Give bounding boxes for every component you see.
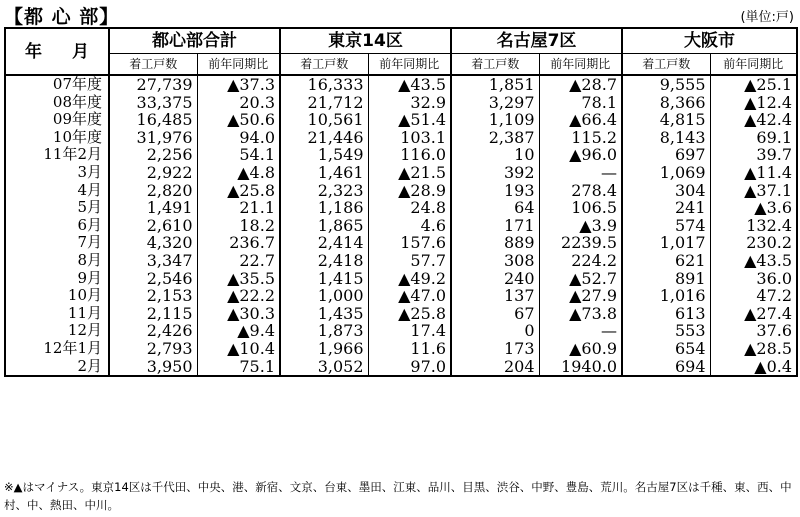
starts-cell: 1,865 (280, 217, 368, 235)
starts-cell: 2,387 (451, 129, 539, 147)
yoy-cell: 1940.0 (539, 358, 622, 377)
yoy-cell: 106.5 (539, 199, 622, 217)
table-row (5, 270, 797, 288)
group-header-osaka: 大阪市 (622, 28, 797, 54)
starts-cell: 1,851 (451, 75, 539, 94)
yoy-cell: ▲3.6 (710, 199, 797, 217)
starts-cell: 2,426 (109, 322, 197, 340)
yoy-cell: 47.2 (710, 287, 797, 305)
yoy-cell: ▲37.3 (197, 75, 280, 94)
row-label: 12月 (67, 322, 102, 340)
yoy-cell: 20.3 (197, 94, 280, 112)
row-label: 09年度 (52, 111, 102, 129)
group-header-tokyo14: 東京14区 (280, 28, 451, 54)
yoy-cell: 32.9 (368, 94, 451, 112)
starts-cell: 8,143 (622, 129, 710, 147)
table-row (5, 287, 797, 305)
yoy-cell: ▲25.8 (368, 305, 451, 323)
subheader-starts: 着工戸数 (109, 54, 197, 76)
yoy-cell: — (539, 164, 622, 182)
subheader-yoy: 前年同期比 (368, 54, 451, 76)
starts-cell: 31,976 (109, 129, 197, 147)
starts-cell: 2,115 (109, 305, 197, 323)
yoy-cell: ▲10.4 (197, 340, 280, 358)
row-label: 9月 (77, 269, 102, 287)
starts-cell: 2,793 (109, 340, 197, 358)
starts-cell: 16,333 (280, 75, 368, 94)
row-label: 7月 (77, 234, 102, 252)
housing-starts-table (4, 27, 798, 377)
starts-cell: 3,052 (280, 358, 368, 377)
starts-cell: 3,347 (109, 252, 197, 270)
yoy-cell: ▲42.4 (710, 111, 797, 129)
row-label: 6月 (77, 216, 102, 234)
starts-cell: 1,873 (280, 322, 368, 340)
table-row (5, 252, 797, 270)
yoy-cell: 224.2 (539, 252, 622, 270)
yoy-cell: ▲11.4 (710, 164, 797, 182)
table-row (5, 340, 797, 358)
starts-cell: 1,549 (280, 146, 368, 164)
starts-cell: 67 (451, 305, 539, 323)
starts-cell: 1,000 (280, 287, 368, 305)
table-body (5, 75, 797, 376)
subheader-yoy: 前年同期比 (197, 54, 280, 76)
starts-cell: 1,966 (280, 340, 368, 358)
yoy-cell: 21.1 (197, 199, 280, 217)
starts-cell: 204 (451, 358, 539, 377)
yoy-cell: 11.6 (368, 340, 451, 358)
yoy-cell: ▲66.4 (539, 111, 622, 129)
yoy-cell: 36.0 (710, 270, 797, 288)
yoy-cell: 78.1 (539, 94, 622, 112)
yoy-cell: 24.8 (368, 199, 451, 217)
yoy-cell: 37.6 (710, 322, 797, 340)
starts-cell: 33,375 (109, 94, 197, 112)
yoy-cell: ▲28.9 (368, 182, 451, 200)
starts-cell: 137 (451, 287, 539, 305)
starts-cell: 392 (451, 164, 539, 182)
yoy-cell: ▲43.5 (710, 252, 797, 270)
yoy-cell: ▲25.1 (710, 75, 797, 94)
subheader-starts: 着工戸数 (280, 54, 368, 76)
yoy-cell: 132.4 (710, 217, 797, 235)
starts-cell: 0 (451, 322, 539, 340)
footnote: ※▲はマイナス。東京14区は千代田、中央、港、新宿、文京、台東、墨田、江東、品川、目黒、渋谷、中野、豊島、荒川。名古屋7区は千種、東、西、中村、中、熱田、中川。 (4, 480, 792, 512)
row-label: 08年度 (52, 93, 102, 111)
yoy-cell: 39.7 (710, 146, 797, 164)
starts-cell: 2,323 (280, 182, 368, 200)
yoy-cell: 236.7 (197, 234, 280, 252)
starts-cell: 2,922 (109, 164, 197, 182)
yoy-cell: ▲28.5 (710, 340, 797, 358)
subheader-starts: 着工戸数 (622, 54, 710, 76)
row-label: 11年2月 (43, 146, 102, 164)
yoy-cell: ▲22.2 (197, 287, 280, 305)
yoy-cell: 57.7 (368, 252, 451, 270)
yoy-cell: ▲52.7 (539, 270, 622, 288)
starts-cell: 1,435 (280, 305, 368, 323)
table-row (5, 146, 797, 164)
starts-cell: 1,109 (451, 111, 539, 129)
starts-cell: 240 (451, 270, 539, 288)
yoy-cell: 230.2 (710, 234, 797, 252)
table-row (5, 322, 797, 340)
yoy-cell: ▲51.4 (368, 111, 451, 129)
starts-cell: 1,016 (622, 287, 710, 305)
table-row (5, 199, 797, 217)
group-header-toshinbu: 都心部合計 (109, 28, 280, 54)
starts-cell: 10,561 (280, 111, 368, 129)
row-label: 4月 (77, 181, 102, 199)
yoy-cell: ▲12.4 (710, 94, 797, 112)
yoy-cell: 94.0 (197, 129, 280, 147)
starts-cell: 654 (622, 340, 710, 358)
yoy-cell: ▲9.4 (197, 322, 280, 340)
starts-cell: 621 (622, 252, 710, 270)
starts-cell: 27,739 (109, 75, 197, 94)
yoy-cell: 278.4 (539, 182, 622, 200)
table-row (5, 111, 797, 129)
row-label: 10月 (67, 287, 102, 305)
yoy-cell: ▲96.0 (539, 146, 622, 164)
table-row (5, 75, 797, 94)
yoy-cell: 75.1 (197, 358, 280, 377)
row-label: 2月 (77, 357, 102, 375)
yoy-cell: ▲37.1 (710, 182, 797, 200)
table-row (5, 94, 797, 112)
header-sub-row (5, 54, 797, 76)
yoy-cell: ▲49.2 (368, 270, 451, 288)
yoy-cell: ▲25.8 (197, 182, 280, 200)
subheader-yoy: 前年同期比 (539, 54, 622, 76)
starts-cell: 2,546 (109, 270, 197, 288)
starts-cell: 173 (451, 340, 539, 358)
yoy-cell: ▲0.4 (710, 358, 797, 377)
row-label: 3月 (77, 163, 102, 181)
row-label: 11月 (67, 304, 102, 322)
yoy-cell: 18.2 (197, 217, 280, 235)
table-row (5, 182, 797, 200)
yoy-cell: ▲27.4 (710, 305, 797, 323)
table-row (5, 305, 797, 323)
yoy-cell: 115.2 (539, 129, 622, 147)
starts-cell: 21,712 (280, 94, 368, 112)
yoy-cell: 4.6 (368, 217, 451, 235)
yoy-cell: ▲4.8 (197, 164, 280, 182)
table-row (5, 217, 797, 235)
yoy-cell: 69.1 (710, 129, 797, 147)
header-group-row (5, 28, 797, 54)
row-label: 07年度 (52, 75, 102, 93)
starts-cell: 2,414 (280, 234, 368, 252)
group-header-nagoya7: 名古屋7区 (451, 28, 622, 54)
starts-cell: 2,820 (109, 182, 197, 200)
starts-cell: 21,446 (280, 129, 368, 147)
yoy-cell: 22.7 (197, 252, 280, 270)
yoy-cell: ▲43.5 (368, 75, 451, 94)
yoy-cell: ▲50.6 (197, 111, 280, 129)
starts-cell: 697 (622, 146, 710, 164)
starts-cell: 891 (622, 270, 710, 288)
starts-cell: 1,461 (280, 164, 368, 182)
starts-cell: 171 (451, 217, 539, 235)
table-row (5, 164, 797, 182)
starts-cell: 8,366 (622, 94, 710, 112)
starts-cell: 9,555 (622, 75, 710, 94)
starts-cell: 553 (622, 322, 710, 340)
starts-cell: 4,320 (109, 234, 197, 252)
table-row (5, 234, 797, 252)
subheader-yoy: 前年同期比 (710, 54, 797, 76)
yoy-cell: 103.1 (368, 129, 451, 147)
starts-cell: 889 (451, 234, 539, 252)
yoy-cell: — (539, 322, 622, 340)
starts-cell: 2,153 (109, 287, 197, 305)
starts-cell: 3,950 (109, 358, 197, 377)
yoy-cell: ▲3.9 (539, 217, 622, 235)
yoy-cell: 116.0 (368, 146, 451, 164)
starts-cell: 1,491 (109, 199, 197, 217)
starts-cell: 4,815 (622, 111, 710, 129)
starts-cell: 308 (451, 252, 539, 270)
yoy-cell: ▲73.8 (539, 305, 622, 323)
page-title: 【都 心 部】 (4, 6, 120, 28)
yoy-cell: 54.1 (197, 146, 280, 164)
yoy-cell: ▲47.0 (368, 287, 451, 305)
starts-cell: 64 (451, 199, 539, 217)
row-label: 12年1月 (43, 339, 102, 357)
yoy-cell: 97.0 (368, 358, 451, 377)
yoy-cell: 17.4 (368, 322, 451, 340)
starts-cell: 574 (622, 217, 710, 235)
yoy-cell: ▲60.9 (539, 340, 622, 358)
starts-cell: 16,485 (109, 111, 197, 129)
starts-cell: 1,186 (280, 199, 368, 217)
starts-cell: 613 (622, 305, 710, 323)
subheader-starts: 着工戸数 (451, 54, 539, 76)
yoy-cell: 2239.5 (539, 234, 622, 252)
row-label: 10年度 (52, 128, 102, 146)
table-row (5, 358, 797, 377)
row-label: 5月 (77, 199, 102, 217)
yoy-cell: ▲30.3 (197, 305, 280, 323)
starts-cell: 193 (451, 182, 539, 200)
starts-cell: 10 (451, 146, 539, 164)
starts-cell: 304 (622, 182, 710, 200)
starts-cell: 1,069 (622, 164, 710, 182)
starts-cell: 1,415 (280, 270, 368, 288)
yoy-cell: ▲35.5 (197, 270, 280, 288)
unit-label: (単位:戸) (740, 10, 794, 25)
row-label: 8月 (77, 251, 102, 269)
yoy-cell: ▲28.7 (539, 75, 622, 94)
starts-cell: 2,418 (280, 252, 368, 270)
starts-cell: 2,256 (109, 146, 197, 164)
starts-cell: 2,610 (109, 217, 197, 235)
table-row (5, 129, 797, 147)
year-month-header: 年 月 (5, 28, 109, 75)
starts-cell: 241 (622, 199, 710, 217)
starts-cell: 1,017 (622, 234, 710, 252)
yoy-cell: 157.6 (368, 234, 451, 252)
yoy-cell: ▲21.5 (368, 164, 451, 182)
starts-cell: 3,297 (451, 94, 539, 112)
yoy-cell: ▲27.9 (539, 287, 622, 305)
starts-cell: 694 (622, 358, 710, 377)
